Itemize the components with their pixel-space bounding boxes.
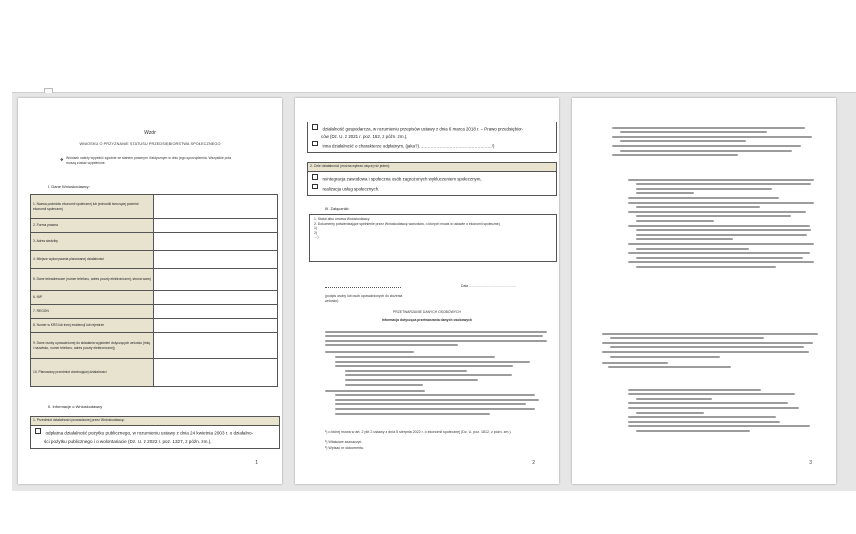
checkbox-row[interactable] [312, 174, 552, 184]
page-number: 3 [809, 460, 812, 466]
date-field: Data …………………………………… [461, 284, 517, 288]
checkbox-label-cont: ści pożytku publicznego i o wolontariacie (Dz. U. z 2022 r. poz. 1327, z późn. zm.), [44, 438, 212, 444]
table-row-label: 4. Miejsce wykonywania planowanej działalności [31, 251, 154, 269]
page3-text-block-4 [628, 386, 818, 435]
table-row-value[interactable] [154, 195, 278, 219]
goals-box [307, 162, 557, 196]
clause-subtitle: Informacja dotycząca przetwarzania danych osobowych [381, 318, 473, 322]
table-row-value[interactable] [154, 219, 278, 233]
attachment-item: 2. Dokumenty potwierdzające spełnienie przez Wnioskodawcę warunków, o których mowa w ustawie o ekonomii społecznej. [314, 221, 501, 226]
document-page-1 [18, 98, 282, 484]
goals-box-header: 2. Cele działalności (można wybrać więcej niż jeden): [308, 163, 556, 172]
table-row-label: 10. Planowany przedmiot dominującej działalności [31, 359, 154, 387]
table-row-value[interactable] [154, 291, 278, 305]
checkbox-label: realizacja usług społecznych. [322, 186, 380, 191]
table-row-value[interactable] [154, 269, 278, 291]
table-row-value[interactable] [154, 251, 278, 269]
table-row-label: 3. Adres siedziby [31, 233, 154, 251]
page-number: 1 [255, 460, 258, 466]
activity-box-continued [307, 122, 557, 153]
checkbox-icon[interactable] [312, 141, 318, 147]
footnote: ¹) o której mowa w art. 2 pkt 2 ustawy z dnia 5 sierpnia 2022 r. o ekonomii społecznej (Dz. U. poz. 1812, z późn. zm.). [325, 430, 512, 434]
attachments-frame [309, 214, 557, 262]
attachment-item: …) [314, 235, 319, 240]
page-marker-icon [44, 88, 53, 93]
checkbox-icon[interactable] [312, 184, 318, 190]
table-row-value[interactable] [154, 333, 278, 359]
footnote: ³) Wpisać nr dokumentu. [325, 446, 365, 450]
page3-text-block-2 [628, 176, 822, 270]
bullet-icon: ❖ [60, 157, 64, 162]
table-row-value[interactable] [154, 233, 278, 251]
page-number: 2 [532, 460, 535, 466]
document-tagline: Wzór [144, 130, 156, 136]
table-row-label: 2. Forma prawna [31, 219, 154, 233]
checkbox-label-cont: ców (Dz. U. z 2021 r. poz. 162, z późn. zm.), [321, 134, 408, 140]
document-page-3 [572, 98, 836, 484]
table-row-label: 1. Nazwa podmiotu ekonomii społecznej lub jednostki tworzącej podmiot ekonomii społecznej [31, 195, 154, 219]
applicant-data-table [30, 194, 278, 387]
clause-title: PRZETWARZANIE DANYCH OSOBOWYCH [393, 310, 461, 314]
table-row-label: 7. REGON [31, 305, 154, 319]
section-title-attachments: III. Załączniki: [325, 206, 350, 211]
table-row-label: 8. Numer w KRS lub innej ewidencji lub rejestrze [31, 319, 154, 333]
table-row-value[interactable] [154, 359, 278, 387]
activity-box [30, 416, 280, 449]
document-heading: WNIOSKU O PRZYZNANIE STATUSU PRZEDSIĘBIORSTWA SPOŁECZNEGO [79, 142, 221, 146]
attachment-item: 1) [314, 226, 318, 231]
checkbox-row[interactable] [312, 184, 552, 194]
checkbox-label: inna działalność o charakterze odpłatnym, (jaka?)…………………………………………..¹) [322, 143, 495, 149]
activity-box-header: 1. Przedmiot działalności prowadzonej przez Wnioskodawcę: [31, 417, 279, 426]
attachment-item: 2) [314, 230, 318, 235]
checkbox-icon[interactable] [312, 174, 318, 180]
clause-body-text [325, 328, 547, 417]
table-row-value[interactable] [154, 319, 278, 333]
table-row-label: 6. NIP [31, 291, 154, 305]
attachment-item: 1. Statut albo umowa Wnioskodawcy. [314, 217, 371, 221]
section-title-applicant: I. Dane Wnioskodawcy: [48, 184, 90, 189]
table-row-label: 9. Dane osoby upoważnionej do składania wyjaśnień dotyczących wniosku (imię i nazwisko, numer telefonu, adres poczty elektronicznej) [31, 333, 154, 359]
form-hint: Wniosek należy wypełnić zgodnie ze stanem prawnym i faktycznym w dniu jego sporządzenia. Wszystkie pola muszą zostać wypełnione. [66, 156, 232, 165]
checkbox-label: reintegracja zawodowa i społeczna osób zagrożonych wykluczeniem społecznym, [322, 176, 482, 182]
signature-line [325, 286, 401, 288]
checkbox-icon[interactable] [312, 124, 318, 130]
page3-text-block-3 [602, 330, 822, 371]
checkbox-row[interactable] [312, 141, 552, 150]
checkbox-label: odpłatna działalność pożytku publicznego, w rozumieniu ustawy z dnia 24 kwietnia 2003 r. o działalno- [45, 430, 254, 436]
footnote: ²) Właściwe zaznaczyć. [325, 440, 363, 444]
checkbox-row[interactable] [35, 428, 275, 438]
section-title-info: II. Informacje o Wnioskodawcy [48, 404, 103, 409]
signature-caption: (podpis osoby lub osób upoważnionych do złożenia wniosku) [325, 294, 403, 303]
page3-text-block-1 [612, 124, 822, 159]
table-row-label: 5. Dane teleadresowe (numer telefonu, adres poczty elektronicznej, strona www) [31, 269, 154, 291]
table-row-value[interactable] [154, 305, 278, 319]
checkbox-icon[interactable] [35, 428, 41, 434]
checkbox-label: działalność gospodarcza, w rozumieniu przepisów ustawy z dnia 6 marca 2018 r. – Prawo przedsiębior- [322, 126, 524, 132]
document-page-2 [295, 98, 559, 484]
checkbox-row[interactable] [312, 124, 552, 133]
